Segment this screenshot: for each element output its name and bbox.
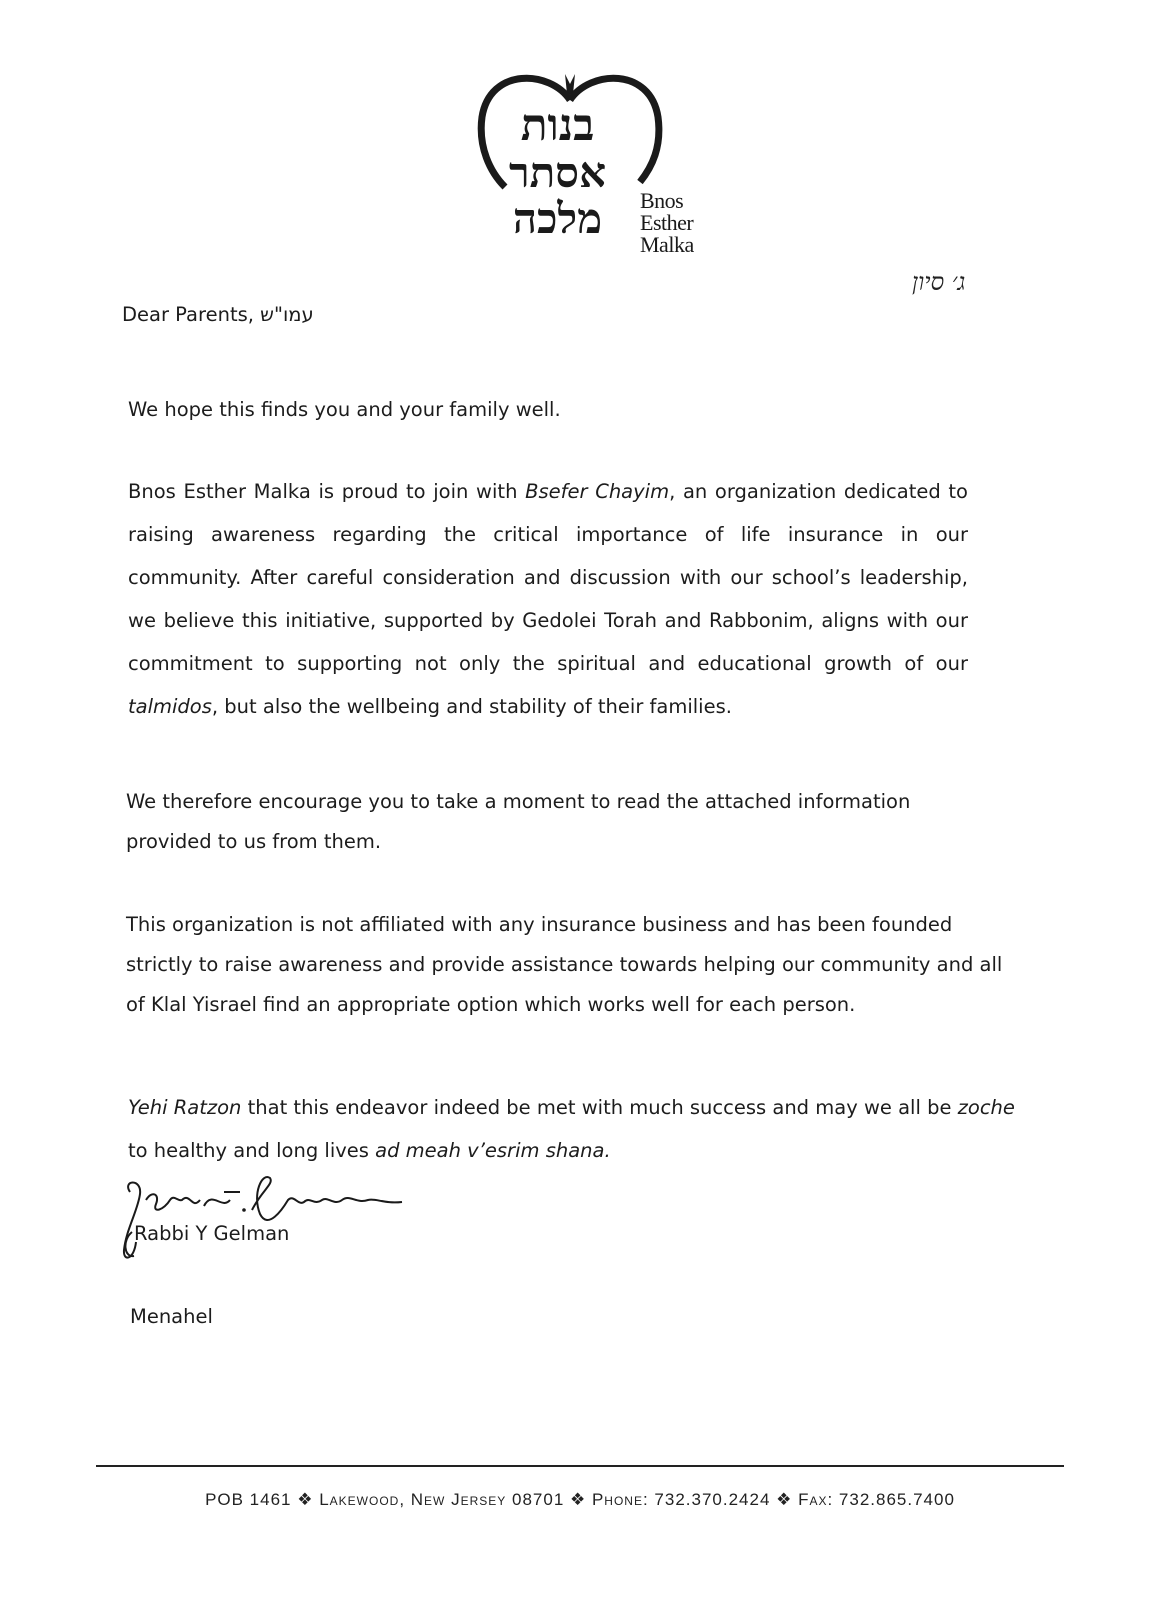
handwritten-date: ג׳ סיון (912, 268, 966, 296)
logo-english-line: Esther (640, 210, 694, 235)
logo-english-line: Bnos (640, 188, 684, 213)
text-run-italic: talmidos (128, 695, 212, 718)
logo-hebrew-text (470, 100, 645, 243)
footer-address: POB 1461 ❖ Lakewood, New Jersey 08701 ❖ Phone: 732.370.2424 ❖ Fax: 732.865.7400 (205, 1490, 955, 1509)
text-run-italic: Yehi Ratzon (128, 1096, 242, 1119)
footer-divider (96, 1465, 1064, 1467)
logo-hebrew-line: בנות (520, 100, 595, 151)
text-run: that this endeavor indeed be met with much success and may we all be (241, 1096, 958, 1119)
text-run-italic: zoche (957, 1096, 1015, 1119)
handwritten-signature (112, 1170, 432, 1265)
school-logo (470, 72, 730, 272)
paragraph-2 (128, 470, 968, 728)
text-run-italic: ad meah v’esrim shana. (375, 1139, 611, 1162)
text-run-italic: Bsefer Chayim (525, 480, 670, 503)
text-run: , an organization dedicated to raising awareness regarding the critical importance of life insurance in our community. After careful consideration and discussion with our school’s leadership, we believe this initiative, supported by Gedolei Torah and Rabbonim, aligns with our commitment to supporting not only the spiritual and educational growth of our (128, 480, 968, 675)
paragraph-5 (128, 1086, 1018, 1172)
paragraph-4: This organization is not affiliated with any insurance business and has been founded strictly to raise awareness and provide assistance towards helping our community and all of Klal Yisrael find an appropriate option which works well for each person. (126, 913, 1003, 1016)
logo-english-text (640, 190, 694, 256)
greeting: Dear Parents, עמו"ש (122, 303, 314, 326)
paragraph-1: We hope this finds you and your family well. (128, 398, 561, 421)
logo-hebrew-line: אסתר (508, 148, 607, 197)
logo-hebrew-line: מלכה (512, 194, 603, 243)
paragraph-3: We therefore encourage you to take a moment to read the attached information provided to us from them. (126, 790, 911, 853)
text-run: , but also the wellbeing and stability of their families. (211, 695, 732, 718)
logo-english-line: Malka (640, 232, 694, 257)
text-run: Bnos Esther Malka is proud to join with (128, 480, 526, 503)
text-run: to healthy and long lives (128, 1139, 376, 1162)
signatory-name: Rabbi Y Gelman (134, 1222, 290, 1245)
signatory-title: Menahel (130, 1305, 213, 1328)
